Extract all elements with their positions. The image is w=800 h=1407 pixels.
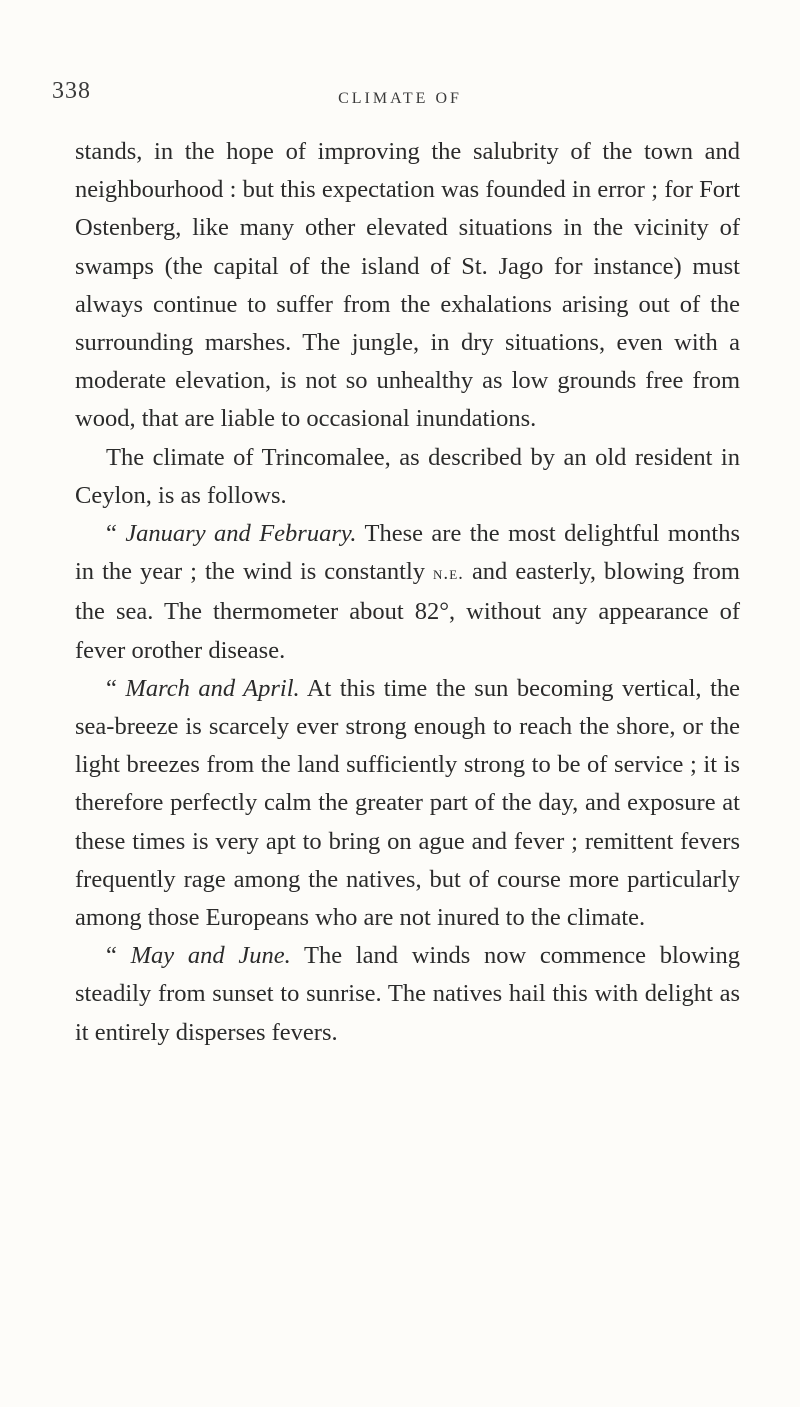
wind-direction-abbrev: n.e.	[433, 563, 464, 585]
entry-heading: January and February.	[125, 520, 357, 548]
paragraph-continuation: stands, in the hope of improving the salubrity of the town and neighbourhood : but this expectation was founded in error ; for Fort Ostenberg, like many other elevated situations in the vicinity of swamps (the capital of the island of St. Jago for instance) must always continue to suffer from the exhalations arising out of the surrounding marshes. The jungle, in dry situations, even with a moderate elevation, is not so unhealthy as low grounds free from wood, that are liable to occasional inundations.	[75, 138, 740, 433]
entry-text: The land winds now commence blowing steadily from sunset to sunrise. The natives hail this with delight as it entirely disperses fevers.	[75, 942, 740, 1046]
entry-text: At this time the sun becoming vertical, the sea-breeze is scarcely ever strong enough to reach the shore, or the light breezes from the land sufficiently strong to be of service ; it is therefore perfectly calm the greater part of the day, and exposure at these times is very apt to bring on ague and fever ; remittent fevers frequently rage among the natives, but of course more particularly among those Europeans who are not inured to the climate.	[75, 674, 740, 932]
body-text	[75, 133, 740, 1052]
open-quote: “	[106, 674, 117, 702]
entry-text-continued: and easterly, blowing from the sea. The thermometer about 82°, without any appearance of fever orother disease.	[75, 558, 740, 664]
entry-may-june	[75, 937, 740, 1052]
entry-text: These are the most delightful months in the year ; the wind is constantly	[75, 520, 740, 586]
paragraph-trincomalee-intro: The climate of Trincomalee, as described by an old resident in Ceylon, is as follows.	[75, 443, 740, 509]
entry-heading: March and April.	[125, 674, 300, 702]
entry-january-february	[75, 515, 740, 670]
page-number: 338	[52, 78, 91, 104]
entry-heading: May and June.	[130, 942, 291, 970]
running-title: CLIMATE OF	[338, 90, 462, 107]
entry-march-april	[75, 670, 740, 937]
open-quote: “	[106, 942, 117, 970]
open-quote: “	[106, 520, 117, 548]
page-header	[0, 78, 800, 118]
